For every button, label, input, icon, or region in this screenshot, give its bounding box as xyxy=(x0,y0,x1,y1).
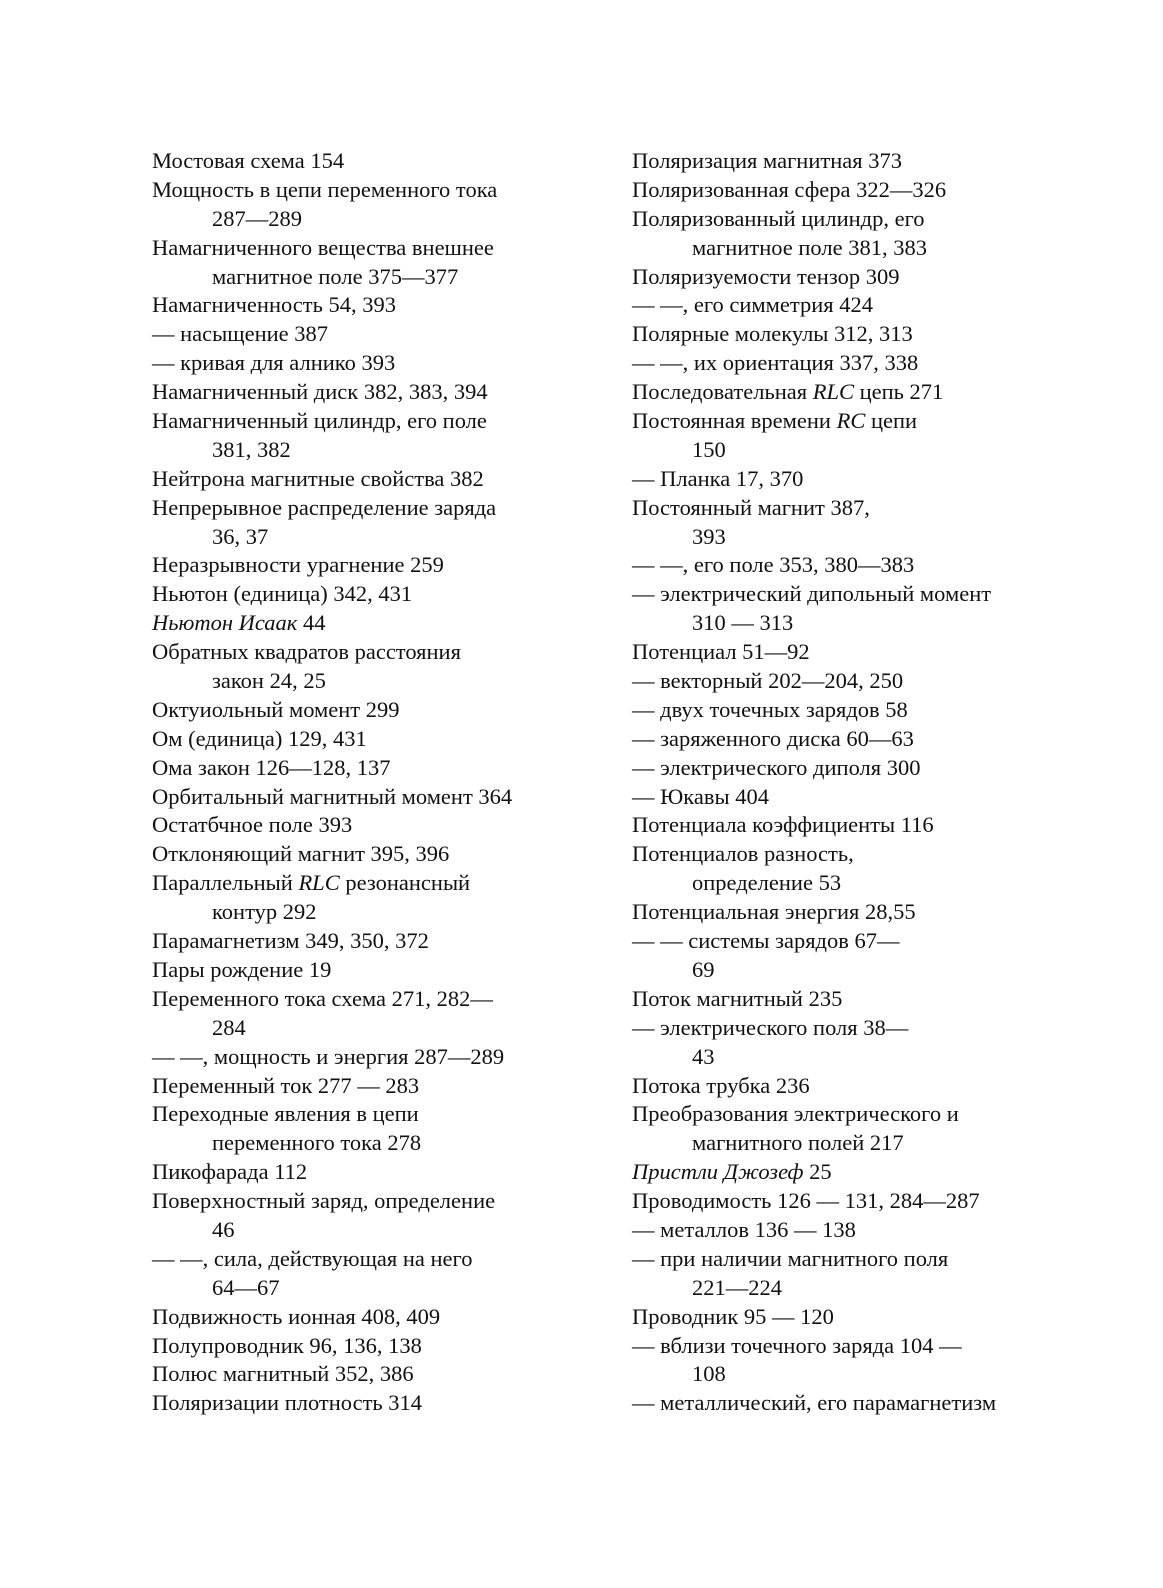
entry-text: — электрического поля 38— xyxy=(632,1014,909,1040)
entry-text: Постоянный магнит 387, xyxy=(632,494,870,520)
entry-text: магнитного полей 217 xyxy=(692,1130,904,1156)
index-entry xyxy=(632,494,1052,523)
index-entry xyxy=(152,927,592,956)
index-entry xyxy=(152,580,592,609)
entry-text: Переходные явления в цепи xyxy=(152,1101,419,1127)
index-entry-continuation xyxy=(632,436,1052,465)
index-entry xyxy=(632,407,1052,436)
index-entry-continuation xyxy=(152,205,592,234)
entry-italic: Ньютон Исаак xyxy=(152,610,298,636)
index-entry-continuation xyxy=(632,523,1052,552)
entry-text: Полупроводник 96, 136, 138 xyxy=(152,1332,422,1358)
entry-text: 46 xyxy=(212,1216,235,1242)
index-entry-continuation xyxy=(152,1014,592,1043)
index-entry xyxy=(152,1245,592,1274)
index-entry xyxy=(152,1187,592,1216)
entry-text: переменного тока 278 xyxy=(212,1130,422,1156)
index-entry xyxy=(152,754,592,783)
index-entry xyxy=(632,551,1052,580)
index-entry xyxy=(152,783,592,812)
entry-text: 43 xyxy=(692,1043,715,1069)
entry-text: Поток магнитный 235 xyxy=(632,985,843,1011)
entry-text: — —, его поле 353, 380—383 xyxy=(632,552,915,578)
index-entry xyxy=(152,320,592,349)
entry-text: Ома закон 126—128, 137 xyxy=(152,754,391,780)
index-entry xyxy=(632,811,1052,840)
entry-text: Орбитальный магнитный момент 364 xyxy=(152,783,513,809)
index-entry xyxy=(632,638,1052,667)
entry-text: — —, их ориентация 337, 338 xyxy=(632,350,919,376)
entry-text: — Юкавы 404 xyxy=(632,783,769,809)
entry-text: Переменного тока схема 271, 282— xyxy=(152,985,493,1011)
index-entry xyxy=(632,840,1052,869)
entry-text: Постоянная времени xyxy=(632,408,837,434)
entry-text: Проводимость 126 — 131, 284—287 xyxy=(632,1188,980,1214)
entry-text: Мощность в цепи переменного тока xyxy=(152,176,498,202)
entry-italic: RLC xyxy=(812,379,854,405)
index-entry-continuation xyxy=(152,898,592,927)
entry-text: — заряженного диска 60—63 xyxy=(632,725,914,751)
entry-text: Намагниченность 54, 393 xyxy=(152,292,397,318)
entry-text: Неразрывности урагнение 259 xyxy=(152,552,444,578)
index-entry xyxy=(152,1100,592,1129)
entry-text: Отклоняющий магнит 395, 396 xyxy=(152,841,450,867)
entry-text: — векторный 202—204, 250 xyxy=(632,668,904,694)
entry-text: — насыщение 387 xyxy=(152,321,329,347)
entry-text: Потенциала коэффициенты 116 xyxy=(632,812,934,838)
entry-text: Потенциалов разность, xyxy=(632,841,854,867)
entry-text: — металлов 136 — 138 xyxy=(632,1216,856,1242)
index-entry xyxy=(632,1216,1052,1245)
index-entry-continuation xyxy=(632,956,1052,985)
entry-text: Полярные молекулы 312, 313 xyxy=(632,321,913,347)
entry-text: Потока трубка 236 xyxy=(632,1072,810,1098)
entry-text: Подвижность ионная 408, 409 xyxy=(152,1303,441,1329)
index-entry xyxy=(632,320,1052,349)
entry-text: 25 xyxy=(803,1159,832,1185)
entry-text: Полюс магнитный 352, 386 xyxy=(152,1361,414,1387)
index-entry-continuation xyxy=(632,1129,1052,1158)
entry-text: Пары рождение 19 xyxy=(152,956,332,982)
index-entry xyxy=(632,176,1052,205)
index-entry xyxy=(632,696,1052,725)
entry-text: Потенциальная энергия 28,55 xyxy=(632,899,916,925)
index-entry xyxy=(152,811,592,840)
index-entry xyxy=(632,1100,1052,1129)
entry-text: 221—224 xyxy=(692,1274,782,1300)
entry-text-tail: цепи xyxy=(865,408,918,434)
index-entry xyxy=(632,754,1052,783)
index-entry-continuation xyxy=(152,1216,592,1245)
entry-text: — — системы зарядов 67— xyxy=(632,928,900,954)
entry-text: — вблизи точечного заряда 104 — xyxy=(632,1332,962,1358)
entry-text: 150 xyxy=(692,436,726,462)
index-entry xyxy=(632,1332,1052,1361)
entry-text: Переменный ток 277 — 283 xyxy=(152,1072,420,1098)
entry-text: Поверхностный заряд, определение xyxy=(152,1188,496,1214)
entry-text: Мостовая схема 154 xyxy=(152,148,345,173)
entry-text: Поляризация магнитная 373 xyxy=(632,148,902,173)
index-entry-continuation xyxy=(152,523,592,552)
entry-text: Намагниченного вещества внешнее xyxy=(152,234,494,260)
entry-text: Поляризованный цилиндр, его xyxy=(632,205,925,231)
index-entry-continuation xyxy=(152,667,592,696)
index-entry xyxy=(632,1245,1052,1274)
entry-text: Поляризованная сфера 322—326 xyxy=(632,176,947,202)
entry-text: Последовательная xyxy=(632,379,813,405)
index-entry xyxy=(152,349,592,378)
entry-text: 64—67 xyxy=(212,1274,280,1300)
index-entry xyxy=(152,234,592,263)
index-entry xyxy=(152,407,592,436)
index-entry-continuation xyxy=(632,1043,1052,1072)
entry-text: Параллельный xyxy=(152,870,299,896)
entry-text: Поляризуемости тензор 309 xyxy=(632,263,900,289)
entry-text: определение 53 xyxy=(692,870,842,896)
index-column-right xyxy=(632,147,1052,1418)
index-entry-continuation xyxy=(632,609,1052,638)
entry-italic: RC xyxy=(836,408,866,434)
index-entry xyxy=(632,1187,1052,1216)
entry-text: — Планка 17, 370 xyxy=(632,465,804,491)
index-entry xyxy=(152,1158,592,1187)
entry-text: 44 xyxy=(297,610,326,636)
index-entry xyxy=(152,1332,592,1361)
index-column-left xyxy=(152,147,592,1418)
entry-text: Поляризации плотность 314 xyxy=(152,1390,423,1416)
entry-text: — —, мощность и энергия 287—289 xyxy=(152,1043,505,1069)
index-entry xyxy=(152,638,592,667)
entry-text: контур 292 xyxy=(212,899,317,925)
entry-text: закон 24, 25 xyxy=(212,668,326,694)
index-entry xyxy=(632,725,1052,754)
entry-text: Октуиольный момент 299 xyxy=(152,696,400,722)
index-entry-continuation xyxy=(632,1274,1052,1303)
index-entry-continuation xyxy=(632,234,1052,263)
index-entry xyxy=(632,580,1052,609)
index-entry xyxy=(152,609,592,638)
entry-text: 310 — 313 xyxy=(692,610,794,636)
index-entry xyxy=(632,349,1052,378)
entry-text: Ньютон (единица) 342, 431 xyxy=(152,581,413,607)
index-entry xyxy=(632,291,1052,320)
index-entry xyxy=(632,1072,1052,1101)
index-entry xyxy=(152,176,592,205)
entry-text: — электрического диполя 300 xyxy=(632,754,921,780)
entry-italic: RLC xyxy=(298,870,340,896)
entry-text: 108 xyxy=(692,1361,726,1387)
entry-text: магнитное поле 375—377 xyxy=(212,263,459,289)
index-entry xyxy=(632,147,1052,176)
index-entry xyxy=(632,465,1052,494)
entry-text: Обратных квадратов расстояния xyxy=(152,639,461,665)
index-entry xyxy=(632,927,1052,956)
index-entry xyxy=(632,1389,1052,1418)
index-entry-continuation xyxy=(152,436,592,465)
entry-text-tail: резонансный xyxy=(339,870,471,896)
index-entry xyxy=(152,956,592,985)
entry-text: 393 xyxy=(692,523,726,549)
index-entry-continuation xyxy=(152,263,592,292)
index-entry xyxy=(152,1360,592,1389)
index-entry xyxy=(152,1303,592,1332)
entry-text: Нейтрона магнитные свойства 382 xyxy=(152,465,484,491)
index-entry xyxy=(632,1014,1052,1043)
index-entry xyxy=(152,1043,592,1072)
entry-text: 284 xyxy=(212,1014,246,1040)
entry-text: — металлический, его парамагнетизм xyxy=(632,1390,997,1416)
index-entry xyxy=(632,1303,1052,1332)
index-entry xyxy=(632,667,1052,696)
index-entry xyxy=(632,205,1052,234)
entry-text: — —, сила, действующая на него xyxy=(152,1245,473,1271)
entry-text-tail: цепь 271 xyxy=(853,379,944,405)
index-entry xyxy=(152,696,592,725)
entry-text: 287—289 xyxy=(212,205,302,231)
index-entry xyxy=(152,985,592,1014)
entry-text: Потенциал 51—92 xyxy=(632,639,810,665)
entry-text: Остатбчное поле 393 xyxy=(152,812,353,838)
index-entry xyxy=(632,985,1052,1014)
index-entry xyxy=(152,869,592,898)
entry-text: Ом (единица) 129, 431 xyxy=(152,725,367,751)
entry-text: Намагниченный цилиндр, его поле xyxy=(152,408,487,434)
entry-text: магнитное поле 381, 383 xyxy=(692,234,927,260)
index-entry-continuation xyxy=(152,1274,592,1303)
entry-text: Намагниченный диск 382, 383, 394 xyxy=(152,379,488,405)
index-entry xyxy=(152,291,592,320)
index-entry xyxy=(632,783,1052,812)
entry-text: — при наличии магнитного поля xyxy=(632,1245,949,1271)
index-entry xyxy=(152,551,592,580)
index-entry xyxy=(152,840,592,869)
entry-text: Проводник 95 — 120 xyxy=(632,1303,834,1329)
entry-text: Пикофарада 112 xyxy=(152,1159,308,1185)
index-entry xyxy=(632,898,1052,927)
index-entry xyxy=(152,725,592,754)
index-entry-continuation xyxy=(632,869,1052,898)
index-entry xyxy=(152,465,592,494)
index-entry xyxy=(632,263,1052,292)
entry-text: — двух точечных зарядов 58 xyxy=(632,696,908,722)
entry-text: 69 xyxy=(692,956,715,982)
entry-text: Преобразования электрического и xyxy=(632,1101,959,1127)
index-entry-continuation xyxy=(152,1129,592,1158)
index-entry xyxy=(152,494,592,523)
entry-text: 36, 37 xyxy=(212,523,269,549)
index-entry xyxy=(152,1072,592,1101)
index-entry xyxy=(632,378,1052,407)
entry-text: — кривая для алнико 393 xyxy=(152,350,396,376)
index-entry xyxy=(632,1158,1052,1187)
entry-text: — —, его симметрия 424 xyxy=(632,292,874,318)
index-entry-continuation xyxy=(632,1360,1052,1389)
index-entry xyxy=(152,147,592,176)
entry-text: Парамагнетизм 349, 350, 372 xyxy=(152,928,429,954)
index-entry xyxy=(152,378,592,407)
index-entry xyxy=(152,1389,592,1418)
entry-text: 381, 382 xyxy=(212,436,291,462)
entry-text: Непрерывное распределение заряда xyxy=(152,494,497,520)
entry-italic: Пристли Джозеф xyxy=(632,1159,804,1185)
entry-text: — электрический дипольный момент xyxy=(632,581,992,607)
